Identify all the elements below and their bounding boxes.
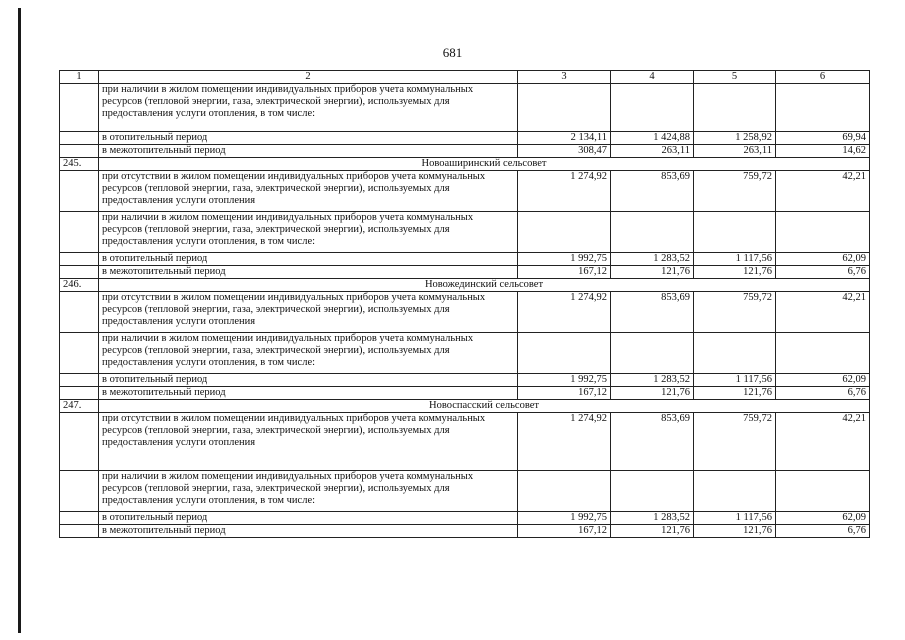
row-description: в межотопительный период <box>99 387 518 400</box>
value-cell: 308,47 <box>518 145 611 158</box>
value-cell: 62,09 <box>776 253 870 266</box>
value-cell: 1 274,92 <box>518 413 611 471</box>
section-header-row <box>60 158 870 171</box>
value-cell: 42,21 <box>776 292 870 333</box>
row-description: при наличии в жилом помещении индивидуальных приборов учета коммунальных ресурсов (тепловой энергии, газа, электрической энергии), используемых для предоставления услуги отопления, в том числе: <box>99 471 518 512</box>
value-cell: 263,11 <box>611 145 694 158</box>
value-cell: 853,69 <box>611 292 694 333</box>
row-description: при наличии в жилом помещении индивидуальных приборов учета коммунальных ресурсов (тепловой энергии, газа, электрической энергии), используемых для предоставления услуги отопления, в том числе: <box>99 84 518 132</box>
table-row <box>60 266 870 279</box>
value-cell: 62,09 <box>776 512 870 525</box>
value-cell: 121,76 <box>611 387 694 400</box>
value-cell: 167,12 <box>518 266 611 279</box>
column-number: 3 <box>518 71 611 84</box>
value-cell: 853,69 <box>611 413 694 471</box>
table-row <box>60 84 870 132</box>
value-cell: 6,76 <box>776 387 870 400</box>
table-row <box>60 292 870 333</box>
table-row <box>60 387 870 400</box>
value-cell: 1 283,52 <box>611 512 694 525</box>
table-row <box>60 512 870 525</box>
value-cell: 167,12 <box>518 525 611 538</box>
column-number: 1 <box>60 71 99 84</box>
value-cell: 853,69 <box>611 171 694 212</box>
value-cell: 1 117,56 <box>694 253 776 266</box>
tariff-table <box>59 70 870 538</box>
table-row <box>60 212 870 253</box>
page-number: 681 <box>442 45 463 60</box>
value-cell: 759,72 <box>694 171 776 212</box>
row-description: при отсутствии в жилом помещении индивидуальных приборов учета коммунальных ресурсов (тепловой энергии, газа, электрической энергии), используемых для предоставления услуги отопления <box>99 171 518 212</box>
value-cell: 1 117,56 <box>694 374 776 387</box>
value-cell: 62,09 <box>776 374 870 387</box>
row-description: при отсутствии в жилом помещении индивидуальных приборов учета коммунальных ресурсов (тепловой энергии, газа, электрической энергии), используемых для предоставления услуги отопления <box>99 413 518 471</box>
value-cell: 1 992,75 <box>518 374 611 387</box>
row-description: при наличии в жилом помещении индивидуальных приборов учета коммунальных ресурсов (тепловой энергии, газа, электрической энергии), используемых для предоставления услуги отопления, в том числе: <box>99 333 518 374</box>
row-description: в отопительный период <box>99 253 518 266</box>
section-header-row <box>60 279 870 292</box>
table-row <box>60 171 870 212</box>
value-cell: 121,76 <box>694 387 776 400</box>
table-row <box>60 471 870 512</box>
row-description: в отопительный период <box>99 374 518 387</box>
column-number-row <box>60 71 870 84</box>
value-cell: 121,76 <box>611 266 694 279</box>
value-cell: 1 283,52 <box>611 253 694 266</box>
value-cell: 121,76 <box>694 525 776 538</box>
value-cell: 121,76 <box>694 266 776 279</box>
column-number: 5 <box>694 71 776 84</box>
table-row <box>60 333 870 374</box>
section-index: 246. <box>60 279 99 292</box>
column-number: 6 <box>776 71 870 84</box>
section-title: Новоаширинский сельсовет <box>99 158 870 171</box>
row-description: при отсутствии в жилом помещении индивидуальных приборов учета коммунальных ресурсов (тепловой энергии, газа, электрической энергии), используемых для предоставления услуги отопления <box>99 292 518 333</box>
section-header-row <box>60 400 870 413</box>
column-number: 4 <box>611 71 694 84</box>
row-description: в отопительный период <box>99 132 518 145</box>
table-row <box>60 413 870 471</box>
table-row <box>60 374 870 387</box>
row-description: в отопительный период <box>99 512 518 525</box>
value-cell: 6,76 <box>776 266 870 279</box>
value-cell: 121,76 <box>611 525 694 538</box>
value-cell: 759,72 <box>694 413 776 471</box>
section-index: 245. <box>60 158 99 171</box>
value-cell: 1 992,75 <box>518 253 611 266</box>
value-cell: 1 274,92 <box>518 292 611 333</box>
table-row <box>60 525 870 538</box>
section-title: Новоспасский сельсовет <box>99 400 870 413</box>
row-description: в межотопительный период <box>99 145 518 158</box>
row-description: в межотопительный период <box>99 266 518 279</box>
row-description: в межотопительный период <box>99 525 518 538</box>
value-cell: 6,76 <box>776 525 870 538</box>
value-cell: 1 258,92 <box>694 132 776 145</box>
section-title: Новожединский сельсовет <box>99 279 870 292</box>
scan-edge-line <box>18 8 21 633</box>
value-cell: 69,94 <box>776 132 870 145</box>
value-cell: 1 992,75 <box>518 512 611 525</box>
value-cell: 42,21 <box>776 171 870 212</box>
value-cell: 1 117,56 <box>694 512 776 525</box>
table-row <box>60 253 870 266</box>
value-cell: 759,72 <box>694 292 776 333</box>
value-cell: 42,21 <box>776 413 870 471</box>
row-description: при наличии в жилом помещении индивидуальных приборов учета коммунальных ресурсов (тепловой энергии, газа, электрической энергии), используемых для предоставления услуги отопления, в том числе: <box>99 212 518 253</box>
value-cell: 1 274,92 <box>518 171 611 212</box>
column-number: 2 <box>99 71 518 84</box>
value-cell: 167,12 <box>518 387 611 400</box>
value-cell: 2 134,11 <box>518 132 611 145</box>
value-cell: 263,11 <box>694 145 776 158</box>
value-cell: 1 283,52 <box>611 374 694 387</box>
section-index: 247. <box>60 400 99 413</box>
table-row <box>60 145 870 158</box>
value-cell: 14,62 <box>776 145 870 158</box>
value-cell: 1 424,88 <box>611 132 694 145</box>
table-row <box>60 132 870 145</box>
